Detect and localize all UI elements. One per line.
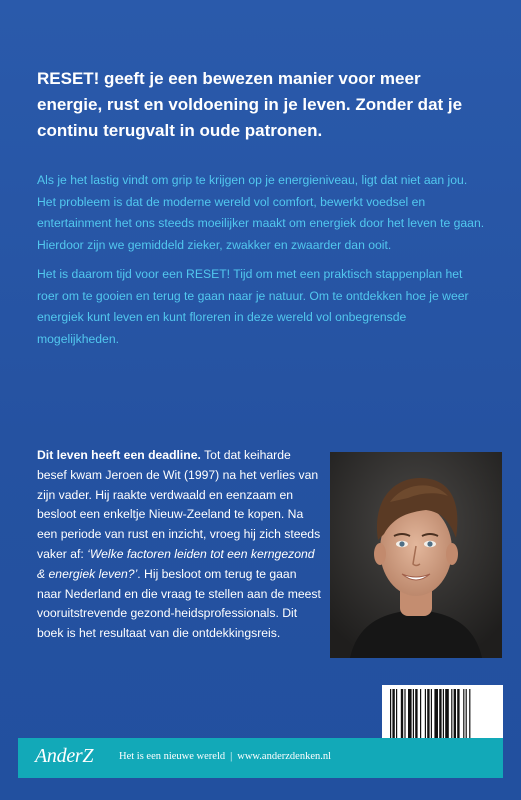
author-photo	[330, 452, 502, 658]
body-paragraph-2: Het is daarom tijd voor een RESET! Tijd om met een praktisch stappenplan het roer om te gooien en terug te gaan naar je natuur. Om te ontdekken hoe je weer energiek kunt leven en kunt floreren in deze wereld vol onbegrensde mogelijkheden.	[37, 267, 469, 346]
author-bio	[37, 446, 323, 644]
bio-text-1: Tot dat keiharde besef kwam Jeroen de Wit (1997) na het verlies van zijn vader. Hij raakte verdwaald en eenzaam en besloot een enkeltje Nieuw-Zeeland te kopen. Na een periode van rust en inzicht, vroeg hij zich steeds vaker af:	[37, 448, 321, 561]
publisher-website-link[interactable]: www.anderzdenken.nl	[237, 751, 332, 762]
publisher-band	[18, 738, 503, 778]
bio-heading: Dit leven heeft een deadline.	[37, 448, 201, 462]
author-portrait-illustration	[330, 452, 502, 658]
tagline-separator: |	[230, 751, 233, 762]
lead-text: RESET! geeft je een bewezen manier voor meer energie, rust en voldoening in je leven. Zonder dat je continu terugvalt in oude patronen.	[37, 69, 463, 140]
bio-text-2: . Hij besloot om terug te gaan naar Nederland en die vraag te stellen aan de meest vooruitstrevende gezond-heidsprofessionals. Dit boek is het resultaat van die ontdekkingsreis.	[37, 566, 321, 641]
body-paragraph-1: Als je het lastig vindt om grip te krijgen op je energieniveau, ligt dat niet aan jou. Het probleem is dat de moderne wereld vol comfort, bewerkt voedsel en entertainment het ons steeds moeilijker maakt om energiek door het leven te gaan. Hierdoor zijn we gemiddeld zieker, zwakker en zwaarder dan ooit.	[37, 173, 485, 252]
bio-question: ‘Welke factoren leiden tot een kerngezond & energiek leven?’	[37, 546, 315, 581]
publisher-slogan: Het is een nieuwe wereld	[119, 751, 226, 762]
publisher-tagline	[119, 751, 331, 762]
publisher-logo: AnderZ	[35, 745, 94, 767]
